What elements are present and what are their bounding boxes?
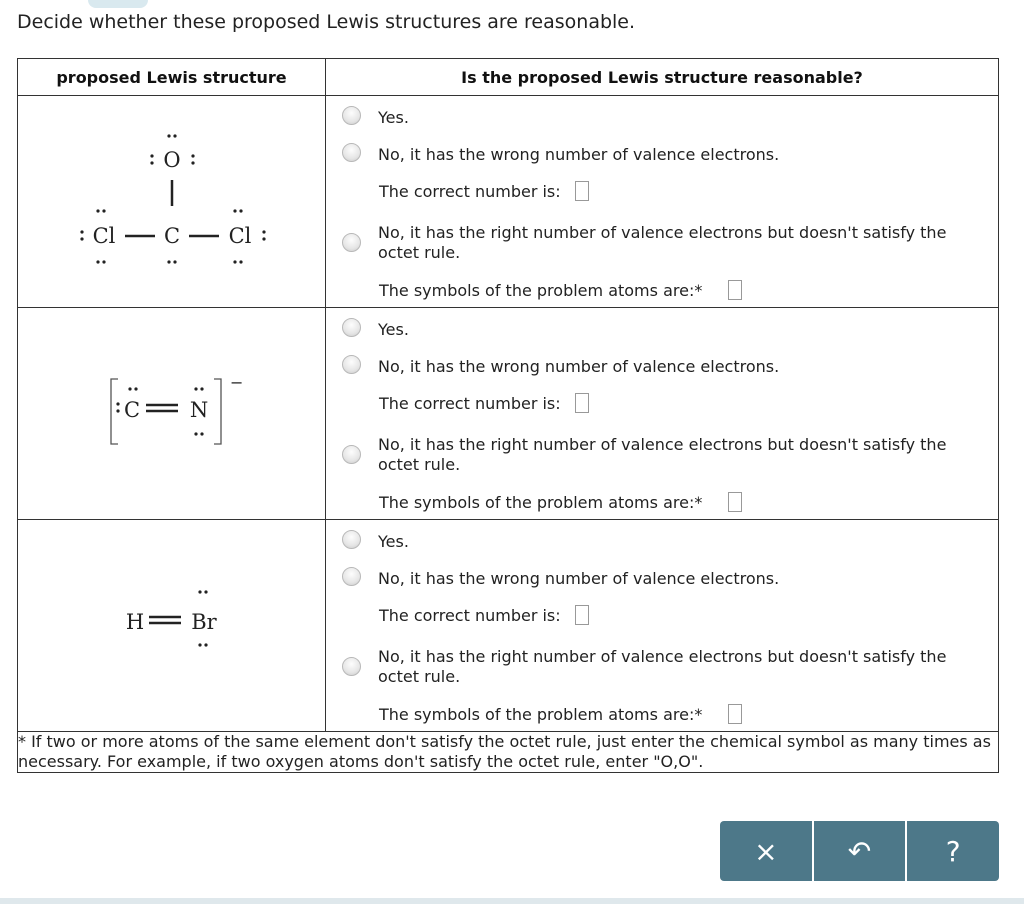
correct-number-input[interactable] [575,605,589,625]
radio-button[interactable] [342,233,361,252]
help-button[interactable] [905,821,999,881]
option-wrong-count[interactable]: No, it has the wrong number of valence electrons. [342,357,988,377]
clear-button[interactable] [720,821,812,881]
lewis-structure-1 [18,96,326,308]
atom-c: C [123,398,141,422]
options-cell-1 [326,96,999,308]
problem-atoms-row: The symbols of the problem atoms are:* [379,280,742,300]
options-cell-3 [326,520,999,732]
atom-n: N [189,398,209,422]
option-octet[interactable]: No, it has the right number of valence electrons but doesn't satisfy the octet rule. [342,223,988,263]
option-octet[interactable]: No, it has the right number of valence electrons but doesn't satisfy the octet rule. [342,647,988,687]
table-row [18,520,999,732]
atom-c: C [163,224,181,248]
undo-icon: ↶ [847,834,872,868]
lewis-table [17,58,999,773]
lewis-structure-3 [18,520,326,732]
option-yes[interactable]: Yes. [342,320,988,340]
answer-toolbar [720,821,999,881]
close-icon: × [754,834,778,868]
problem-atoms-input[interactable] [728,492,742,512]
options-cell-2 [326,308,999,520]
column-header-structure: proposed Lewis structure [18,59,326,96]
top-tab [88,0,148,8]
atom-o: O [163,148,181,172]
correct-number-row: The correct number is: [379,181,589,201]
structure-2-drawing [18,308,325,519]
atom-h: H [125,610,145,634]
radio-button[interactable] [342,445,361,464]
radio-button[interactable] [342,106,361,125]
radio-button[interactable] [342,318,361,337]
problem-atoms-row: The symbols of the problem atoms are:* [379,704,742,724]
structure-3-drawing [18,520,325,731]
table-row [18,96,999,308]
option-wrong-count[interactable]: No, it has the wrong number of valence electrons. [342,569,988,589]
help-icon: ? [945,834,961,868]
problem-atoms-input[interactable] [728,280,742,300]
option-wrong-count[interactable]: No, it has the wrong number of valence electrons. [342,145,988,165]
instruction-text: Decide whether these proposed Lewis structures are reasonable. [17,11,636,33]
radio-button[interactable] [342,657,361,676]
radio-button[interactable] [342,530,361,549]
option-octet[interactable]: No, it has the right number of valence electrons but doesn't satisfy the octet rule. [342,435,988,475]
option-yes[interactable]: Yes. [342,532,988,552]
option-yes[interactable]: Yes. [342,108,988,128]
correct-number-input[interactable] [575,181,589,201]
problem-atoms-row: The symbols of the problem atoms are:* [379,492,742,512]
radio-button[interactable] [342,143,361,162]
footnote: * If two or more atoms of the same element don't satisfy the octet rule, just enter the chemical symbol as many times as necessary. For example, if two oxygen atoms don't satisfy the octet rule, enter "O,O". [18,732,999,773]
column-header-reasonable: Is the proposed Lewis structure reasonable? [326,59,999,96]
radio-button[interactable] [342,567,361,586]
correct-number-input[interactable] [575,393,589,413]
atom-br: Br [191,610,217,634]
atom-cl-right: Cl [228,224,252,248]
correct-number-row: The correct number is: [379,393,589,413]
undo-button[interactable] [812,821,906,881]
charge-label: − [230,373,244,392]
problem-atoms-input[interactable] [728,704,742,724]
atom-cl-left: Cl [92,224,116,248]
table-row [18,308,999,520]
lewis-structure-2 [18,308,326,520]
structure-1-drawing [18,96,325,307]
radio-button[interactable] [342,355,361,374]
correct-number-row: The correct number is: [379,605,589,625]
bottom-bar [0,898,1024,904]
